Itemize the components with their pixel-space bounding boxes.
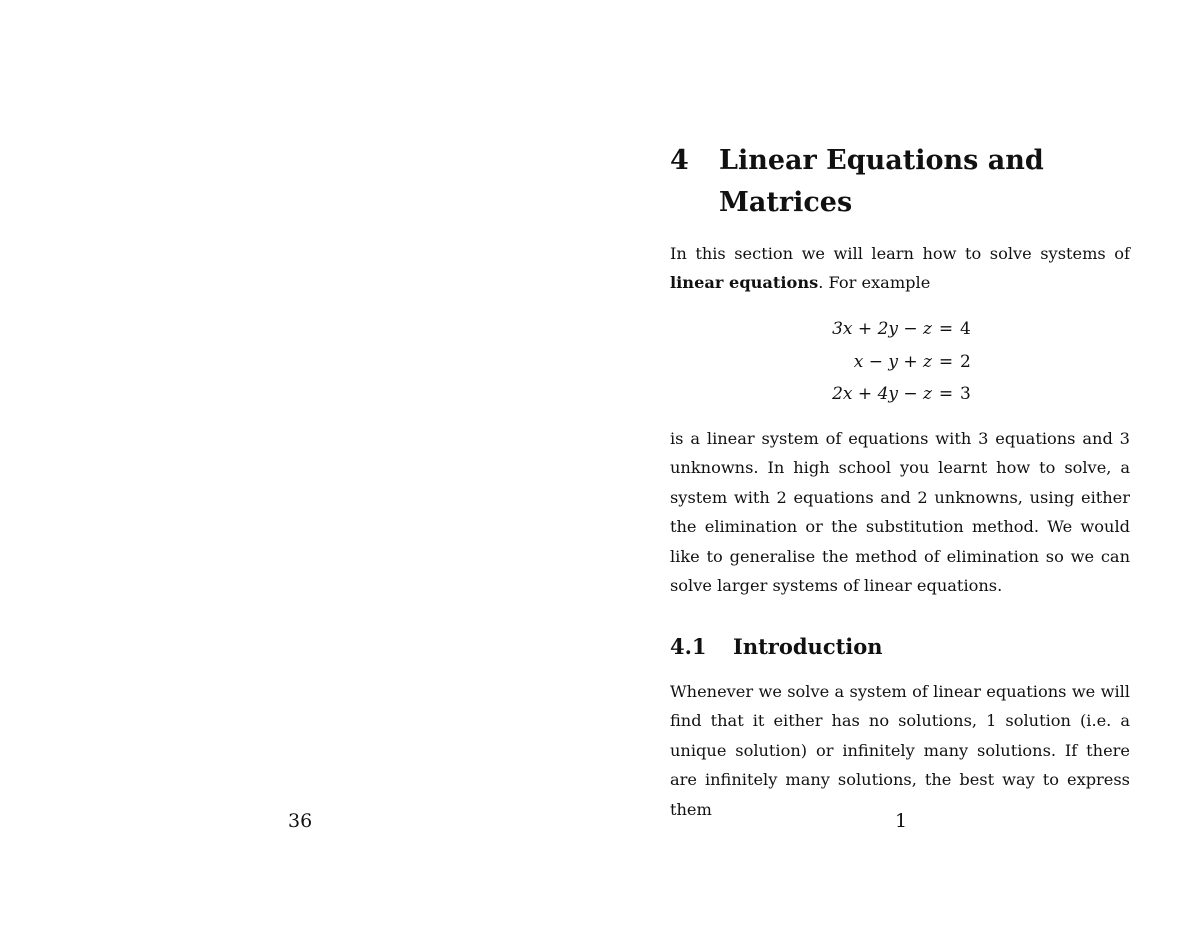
equation-lhs: 3x + 2y − z <box>832 319 932 340</box>
equation-row <box>815 313 985 346</box>
equation-relation: = <box>938 351 954 372</box>
equation-rhs: 3 <box>960 384 971 405</box>
intro-bold-term: linear equations <box>670 273 819 293</box>
page-number-right: 1 <box>895 810 908 832</box>
equation-rhs: 2 <box>960 351 971 372</box>
right-page <box>600 0 1200 927</box>
body-paragraph: is a linear system of equations with 3 equations and 3 unknowns. In high school you learnt how to solve, a system with 2 equations and 2 unknowns, using either the elimination or the substitution method. We would like to generalise the method of elimination so we can solve larger systems of linear equations. <box>670 429 1130 596</box>
equation-row <box>815 378 985 411</box>
equation-relation: = <box>938 319 954 340</box>
equation-lhs: 2x + 4y − z <box>832 384 932 405</box>
page-number-left: 36 <box>288 810 313 832</box>
equation-row <box>815 346 985 379</box>
equation-rhs: 4 <box>960 319 971 340</box>
body-paragraph: Whenever we solve a system of linear equations we will find that it either has no solutions, 1 solution (i.e. a unique solution) or infinitely many solutions. If there are infinitely many solutions, the best way to express them <box>670 682 1130 819</box>
equation-system <box>815 313 985 411</box>
intro-paragraph <box>670 239 1130 298</box>
equation-relation: = <box>938 384 954 405</box>
equation-lhs: x − y + z <box>853 351 932 372</box>
section-number: 4 <box>670 145 689 176</box>
subsection-number: 4.1 <box>670 634 707 659</box>
section-title: Linear Equations and Matrices <box>719 145 1044 218</box>
intro-text-after: . For example <box>818 273 931 293</box>
subsection-title: Introduction <box>733 634 883 659</box>
intro-text-before: In this section we will learn how to solve systems of <box>670 244 1130 263</box>
